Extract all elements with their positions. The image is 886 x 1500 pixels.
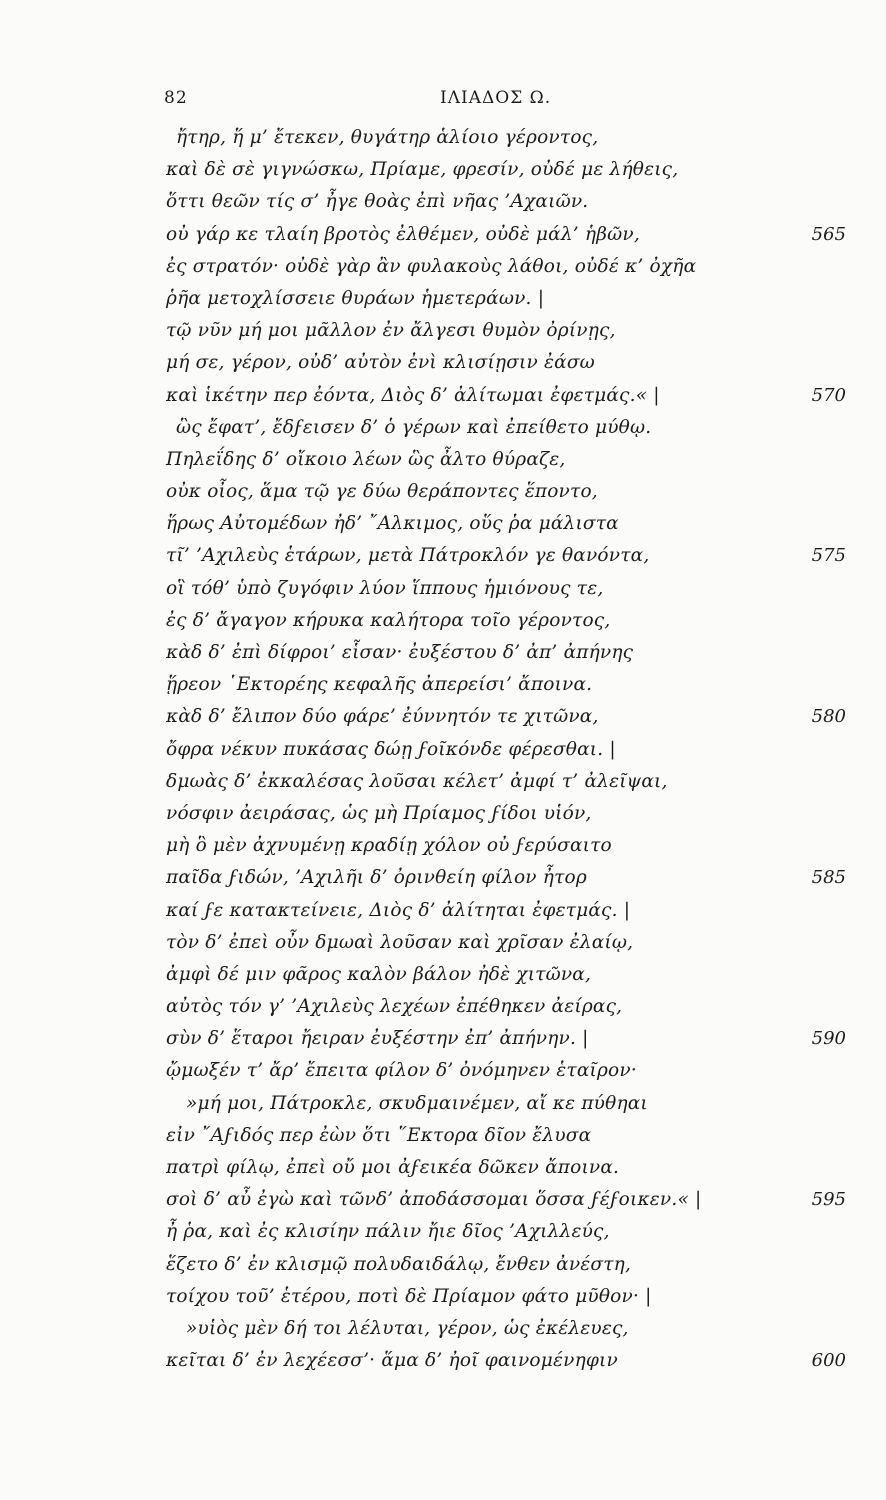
verse-line: »μή μοι, Πάτροκλε, σκυδμαινέμεν, αἴ κε πύθηαι [186,1092,648,1114]
verse-line: ἐς δ’ ἄγαγον κήρυκα καλήτορα τοῖο γέροντος, [166,609,611,631]
verse-line: οἳ τόθ’ ὑπὸ ζυγόφιν λύον ἵππους ἡμιόνους τε, [166,577,604,599]
verse-line: νόσφιν ἀειράσας, ὡς μὴ Πρίαμος ϝίδοι υἱόν, [166,802,592,824]
page-number: 82 [164,88,188,108]
running-title: ΙΛΙΑΔΟΣ Ω. [440,88,552,108]
verse-line: ἦ ῥα, καὶ ἐς κλισίην πάλιν ἤιε δῖος ’Αχιλλεύς, [166,1221,610,1243]
verse-line: ἥρως Αὐτομέδων ἠδ’ ῎Αλκιμος, οὕς ῥα μάλιστα [166,513,619,535]
line-number: 585 [811,867,846,889]
verse-line: ἀμφὶ δέ μιν φᾶρος καλὸν βάλον ἠδὲ χιτῶνα, [166,963,592,985]
verse-line: μὴ ὃ μὲν ἀχνυμένῃ κραδίῃ χόλον οὐ ϝερύσαιτο [166,835,612,857]
verse-line: ὅττι θεῶν τίς σ’ ἦγε θοὰς ἐπὶ νῆας ’Αχαιῶν. [166,191,589,213]
line-number: 595 [811,1189,846,1211]
verse-line: μή σε, γέρον, οὐδ’ αὐτὸν ἐνὶ κλισίῃσιν ἐάσω [166,352,595,374]
verse-line: κὰδ δ’ ἔλιπον δύο φάρε’ ἐύννητόν τε χιτῶνα, 580 [0,701,886,733]
verse-line: καί ϝε κατακτείνειε, Διὸς δ’ ἀλίτηται ἐφετμάς. | [166,899,631,921]
verse-line: ἐς στρατόν· οὐδὲ γὰρ ἂν φυλακοὺς λάθοι, οὐδέ κ’ ὀχῆα [166,255,697,277]
line-number: 590 [811,1028,846,1050]
verse-line: καὶ ἱκέτην περ ἐόντα, Διὸς δ’ ἀλίτωμαι ἐφετμάς.« | 570 [0,380,886,412]
verse-line: τῖ’ ’Αχιλεὺς ἑτάρων, μετὰ Πάτροκλόν γε θανόντα, 575 [0,540,886,572]
verse-line: καὶ δὲ σὲ γιγνώσκω, Πρίαμε, φρεσίν, οὐδέ με λήθεις, [166,159,679,181]
verse-line: τοίχου τοῦ’ ἑτέρου, ποτὶ δὲ Πρίαμον φάτο μῦθον· | [166,1285,652,1307]
verse-line: εἰν ῎Αϝιδός περ ἐὼν ὅτι ῞Εκτορα δῖον ἔλυσα [166,1124,592,1146]
verse-line: τῷ νῦν μή μοι μᾶλλον ἐν ἄλγεσι θυμὸν ὀρίνῃς, [166,320,616,342]
verse-line: »υἱὸς μὲν δή τοι λέλυται, γέρον, ὡς ἐκέλευες, [186,1317,629,1339]
verse-line: οὐ γάρ κε τλαίη βροτὸς ἐλθέμεν, οὐδὲ μάλ’ ἡβῶν, 565 [0,219,886,251]
verse-line: κεῖται δ’ ἐν λεχέεσσ’· ἅμα δ’ ἠοῖ φαινομένηφιν 600 [0,1345,886,1377]
line-number: 600 [811,1350,846,1372]
verse-line: σοὶ δ’ αὖ ἐγὼ καὶ τῶνδ’ ἀποδάσσομαι ὅσσα ϝέϝοικεν.« | 595 [0,1184,886,1216]
verse-line: τὸν δ’ ἐπεὶ οὖν δμωαὶ λοῦσαν καὶ χρῖσαν ἐλαίῳ, [166,931,634,953]
verse-line: ᾕρεον ῾Εκτορέης κεφαλῆς ἀπερείσι’ ἄποινα. [166,674,593,696]
verse-line: πατρὶ φίλῳ, ἐπεὶ οὔ μοι ἀϝεικέα δῶκεν ἄποινα. [166,1157,620,1178]
verse-line: σὺν δ’ ἕταροι ἤειραν ἐυξέστην ἐπ’ ἀπήνην. | 590 [0,1023,886,1055]
line-number: 570 [811,384,846,406]
verse-line: ἕζετο δ’ ἐν κλισμῷ πολυδαιδάλῳ, ἔνθεν ἀνέστη, [166,1253,632,1275]
verse-line: αὐτὸς τόν γ’ ’Αχιλεὺς λεχέων ἐπέθηκεν ἀείρας, [166,996,623,1018]
verse-line: ῥῆα μετοχλίσσειε θυράων ἡμετεράων. | [166,287,545,309]
verse-line: Πηλεΐδης δ’ οἴκοιο λέων ὣς ἆλτο θύραζε, [166,448,566,470]
line-number: 565 [811,223,846,245]
verse-line: ὣς ἔφατ’, ἔδϝεισεν δ’ ὁ γέρων καὶ ἐπείθετο μύθῳ. [176,416,652,438]
verse-line: κὰδ δ’ ἐπὶ δίφροι’ εἷσαν· ἐυξέστου δ’ ἀπ’ ἀπήνης [166,642,634,663]
verse-text [0,122,886,1377]
verse-line: παῖδα ϝιδών, ’Αχιλῆι δ’ ὀρινθείη φίλον ἦτορ 585 [0,862,886,894]
verse-line: ᾤμωξέν τ’ ἄρ’ ἔπειτα φίλον δ’ ὀνόμηνεν ἑταῖρον· [166,1060,637,1082]
verse-line: δμωὰς δ’ ἐκκαλέσας λοῦσαι κέλετ’ ἀμφί τ’ ἀλεῖψαι, [166,770,668,792]
verse-line: οὐκ οἶος, ἅμα τῷ γε δύω θεράποντες ἕποντο, [166,481,598,503]
line-number: 580 [811,706,846,728]
verse-line: ἤτηρ, ἥ μ’ ἔτεκεν, θυγάτηρ ἁλίοιο γέροντος, [176,127,599,148]
page-header [0,88,886,112]
verse-line: ὄφρα νέκυν πυκάσας δώῃ ϝοῖκόνδε φέρεσθαι. | [166,738,616,760]
line-number: 575 [811,545,846,567]
